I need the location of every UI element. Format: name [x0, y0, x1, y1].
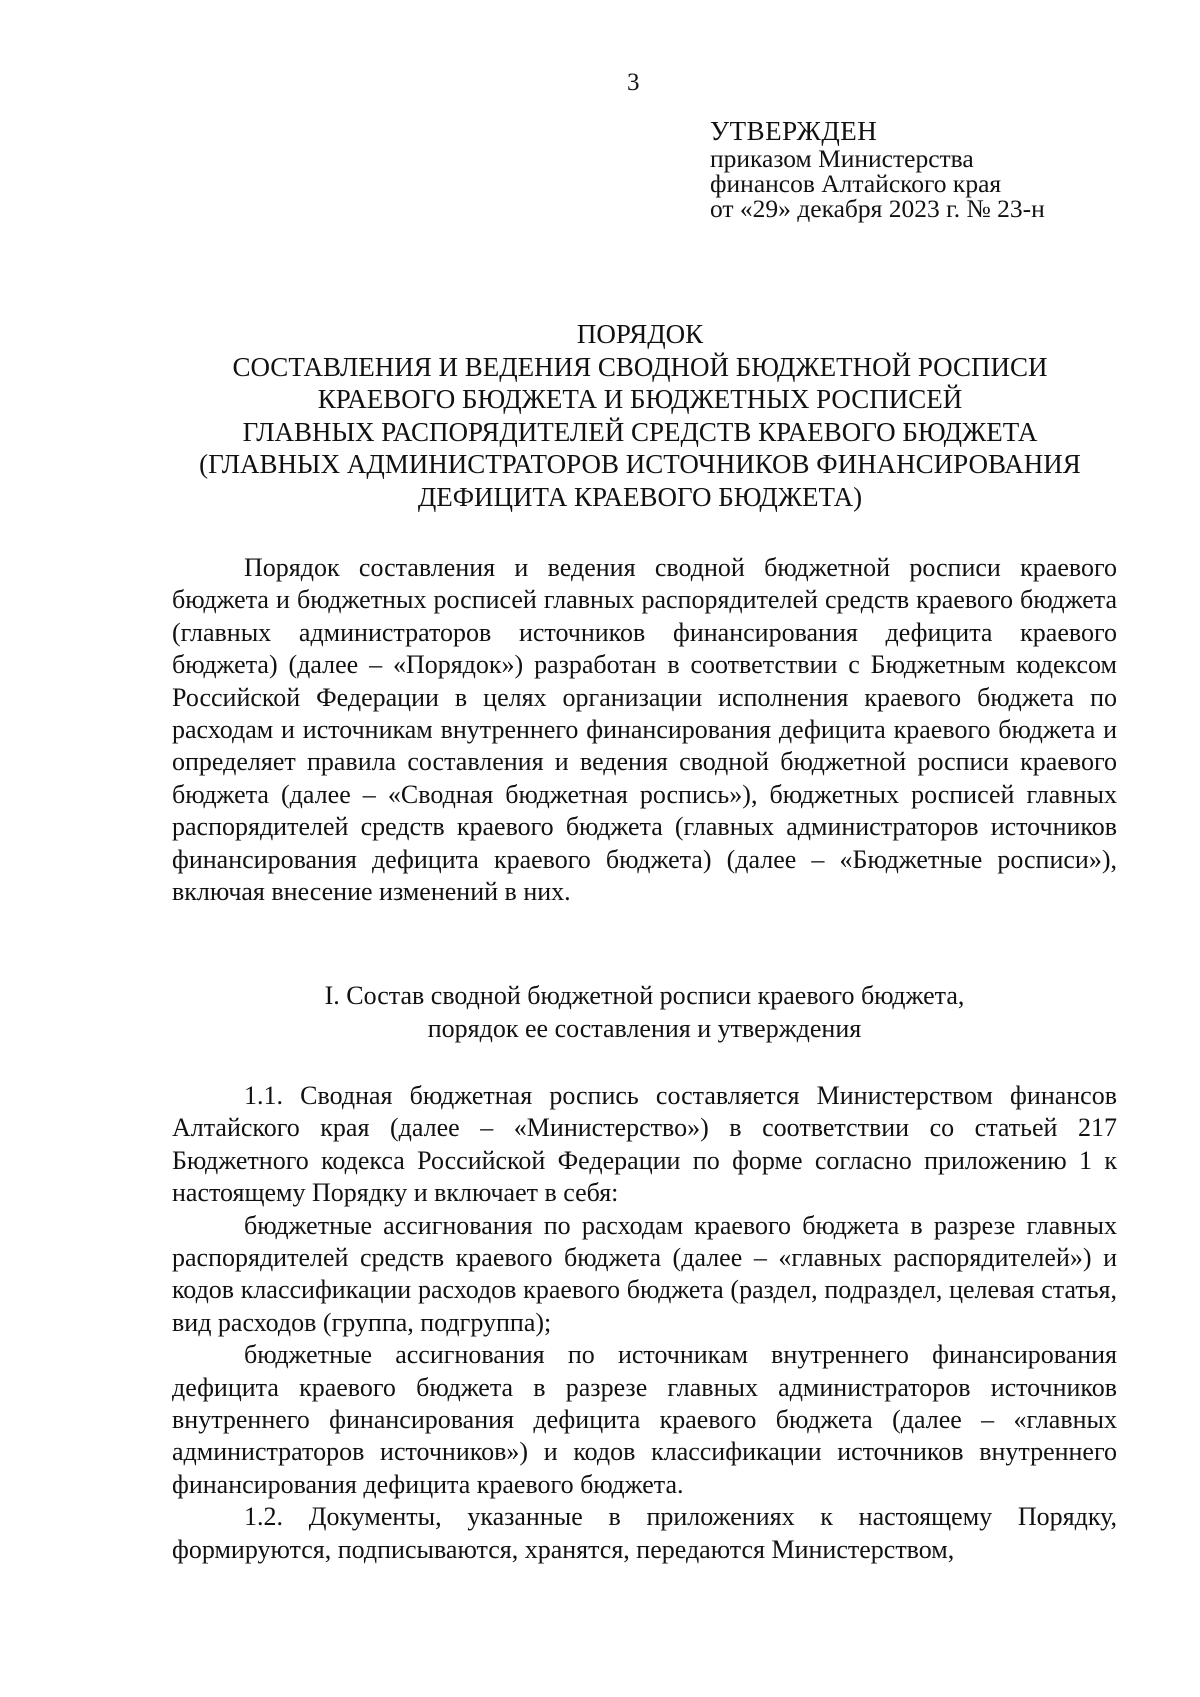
section-body	[172, 1080, 1117, 1566]
paragraph-1-2: 1.2. Документы, указанные в приложениях к настоящему Порядку, формируются, подписываются, хранятся, передаются Министерством,	[172, 1502, 1117, 1564]
document-title	[160, 318, 1120, 513]
title-line: ПОРЯДОК	[576, 319, 704, 349]
page-number: 3	[627, 69, 640, 96]
title-line: КРАЕВОГО БЮДЖЕТА И БЮДЖЕТНЫХ РОСПИСЕЙ	[317, 384, 963, 414]
section-heading-line: порядок ее составления и утверждения	[427, 1014, 862, 1043]
approval-line: финансов Алтайского края	[710, 169, 1002, 198]
title-line: ГЛАВНЫХ РАСПОРЯДИТЕЛЕЙ СРЕДСТВ КРАЕВОГО БЮДЖЕТА	[242, 416, 1038, 447]
title-line: (ГЛАВНЫХ АДМИНИСТРАТОРОВ ИСТОЧНИКОВ ФИНАНСИРОВАНИЯ	[199, 449, 1081, 479]
approval-line: от «29» декабря 2023 г. № 23-н	[710, 194, 1045, 223]
section-heading-line: I. Состав сводной бюджетной росписи краевого бюджета,	[324, 981, 965, 1010]
paragraph-expenses: бюджетные ассигнования по расходам краевого бюджета в разрезе главных распорядителей средств краевого бюджета (далее – «главных распорядителей») и кодов классификации расходов краевого бюджета (раздел, подраздел, целевая статья, вид расходов (группа, подгруппа);	[172, 1210, 1117, 1337]
title-line: ДЕФИЦИТА КРАЕВОГО БЮДЖЕТА)	[417, 481, 863, 512]
intro-paragraph: Порядок составления и ведения сводной бюджетной росписи краевого бюджета и бюджетных росписей главных распорядителей средств краевого бюджета (главных администраторов источников финансирования дефицита краевого бюджета) (далее – «Порядок») разработан в соответствии с Бюджетным кодексом Российской Федерации в целях организации исполнения краевого бюджета по расходам и источникам внутреннего финансирования дефицита краевого бюджета и определяет правила составления и ведения сводной бюджетной росписи краевого бюджета (далее – «Сводная бюджетная роспись»), бюджетных росписей главных распорядителей средств краевого бюджета (главных администраторов источников финансирования дефицита краевого бюджета) (далее – «Бюджетные росписи»), включая внесение изменений в них.	[172, 553, 1117, 907]
approval-line: приказом Министерства	[710, 144, 974, 173]
paragraph-sources: бюджетные ассигнования по источникам внутреннего финансирования дефицита краевого бюджета в разрезе главных администраторов источников внутреннего финансирования дефицита краевого бюджета (далее – «главных администраторов источников») и кодов классификации источников внутреннего финансирования дефицита краевого бюджета.	[172, 1340, 1117, 1499]
title-line: СОСТАВЛЕНИЯ И ВЕДЕНИЯ СВОДНОЙ БЮДЖЕТНОЙ РОСПИСИ	[232, 351, 1048, 382]
intro-section	[172, 552, 1117, 908]
paragraph-1-1: 1.1. Сводная бюджетная роспись составляется Министерством финансов Алтайского края (далее – «Министерство») в соответствии со статьей 217 Бюджетного кодекса Российской Федерации по форме согласно приложению 1 к настоящему Порядку и включает в себя:	[172, 1081, 1117, 1208]
approval-stamp-block	[710, 116, 1045, 221]
section-heading	[172, 979, 1117, 1045]
approval-heading: УТВЕРЖДЕН	[710, 116, 878, 146]
